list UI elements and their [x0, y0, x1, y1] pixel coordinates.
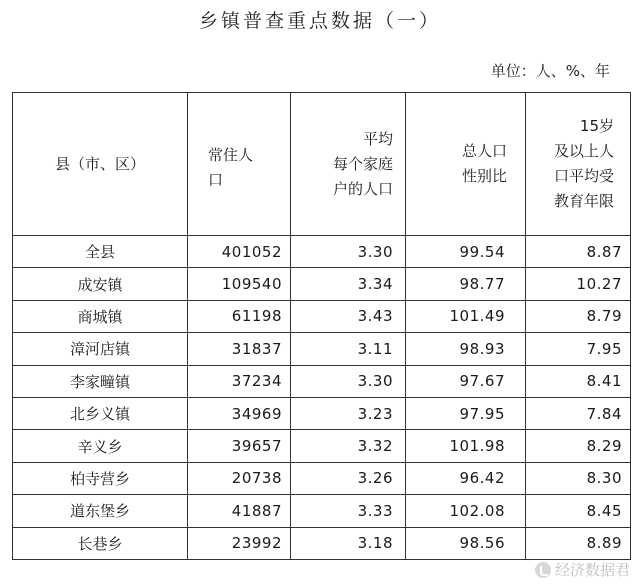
watermark: [535, 559, 630, 580]
sex-ratio-value: 102.08: [406, 495, 526, 527]
education-years-value: 8.29: [526, 430, 631, 462]
page-title: 乡镇普查重点数据（一）: [198, 10, 441, 32]
sex-ratio-value: 97.67: [406, 365, 526, 397]
household-size-value: 3.30: [291, 236, 406, 268]
header-line: 性别比: [461, 167, 507, 185]
town-name: 道东堡乡: [13, 495, 188, 527]
sex-ratio-value: 99.54: [406, 236, 526, 268]
sex-ratio-value: 101.49: [406, 300, 526, 332]
population-value: 37234: [188, 365, 291, 397]
sex-ratio-value: 101.98: [406, 430, 526, 462]
sex-ratio-value: 98.56: [406, 527, 526, 559]
household-size-value: 3.23: [291, 397, 406, 429]
town-name: 全县: [13, 236, 188, 268]
census-table: [12, 92, 631, 560]
education-years-value: 7.84: [526, 397, 631, 429]
header-line: 15岁: [579, 117, 614, 135]
table-row: [13, 300, 631, 332]
column-header-education-years: [526, 93, 631, 236]
household-size-value: 3.34: [291, 268, 406, 300]
table-row: [13, 430, 631, 462]
column-header-household-size: [291, 93, 406, 236]
header-line: 及以上人: [553, 142, 614, 160]
watermark-logo-icon: [535, 562, 551, 578]
population-value: 34969: [188, 397, 291, 429]
table-row: [13, 333, 631, 365]
education-years-value: 8.87: [526, 236, 631, 268]
table-header: [13, 93, 631, 236]
population-value: 401052: [188, 236, 291, 268]
table-row: [13, 268, 631, 300]
header-line: 口平均受: [553, 167, 614, 185]
population-value: 41887: [188, 495, 291, 527]
population-value: 109540: [188, 268, 291, 300]
household-size-value: 3.30: [291, 365, 406, 397]
household-size-value: 3.33: [291, 495, 406, 527]
education-years-value: 10.27: [526, 268, 631, 300]
sex-ratio-value: 98.93: [406, 333, 526, 365]
column-header-sex-ratio: [406, 93, 526, 236]
household-size-value: 3.32: [291, 430, 406, 462]
table-row: [13, 495, 631, 527]
sex-ratio-value: 96.42: [406, 462, 526, 494]
population-value: 31837: [188, 333, 291, 365]
column-header-county: 县（市、区）: [13, 93, 188, 236]
population-value: 39657: [188, 430, 291, 462]
town-name: 成安镇: [13, 268, 188, 300]
header-line: 户的人口: [332, 179, 393, 198]
column-header-population: [188, 93, 291, 236]
table-row: [13, 397, 631, 429]
household-size-value: 3.18: [291, 527, 406, 559]
education-years-value: 8.30: [526, 462, 631, 494]
population-value: 20738: [188, 462, 291, 494]
header-line: 总人口: [461, 142, 507, 160]
table-row: [13, 365, 631, 397]
town-name: 柏寺营乡: [13, 462, 188, 494]
table-row: [13, 236, 631, 268]
education-years-value: 8.41: [526, 365, 631, 397]
header-line: 口: [208, 171, 224, 189]
table-row: [13, 527, 631, 559]
town-name: 李家疃镇: [13, 365, 188, 397]
education-years-value: 8.45: [526, 495, 631, 527]
education-years-value: 8.89: [526, 527, 631, 559]
household-size-value: 3.11: [291, 333, 406, 365]
header-line: 常住人: [208, 146, 254, 164]
household-size-value: 3.43: [291, 300, 406, 332]
header-line: 平均: [362, 129, 393, 148]
sex-ratio-value: 98.77: [406, 268, 526, 300]
town-name: 长巷乡: [13, 527, 188, 559]
town-name: 漳河店镇: [13, 333, 188, 365]
watermark-text: 经济数据君: [554, 561, 630, 579]
town-name: 辛义乡: [13, 430, 188, 462]
unit-note: 单位：人、%、年: [490, 62, 610, 80]
town-name: 北乡义镇: [13, 397, 188, 429]
education-years-value: 8.79: [526, 300, 631, 332]
town-name: 商城镇: [13, 300, 188, 332]
sex-ratio-value: 97.95: [406, 397, 526, 429]
header-line: 每个家庭: [332, 154, 393, 173]
population-value: 61198: [188, 300, 291, 332]
population-value: 23992: [188, 527, 291, 559]
table-row: [13, 462, 631, 494]
education-years-value: 7.95: [526, 333, 631, 365]
header-line: 教育年限: [553, 192, 614, 210]
household-size-value: 3.26: [291, 462, 406, 494]
